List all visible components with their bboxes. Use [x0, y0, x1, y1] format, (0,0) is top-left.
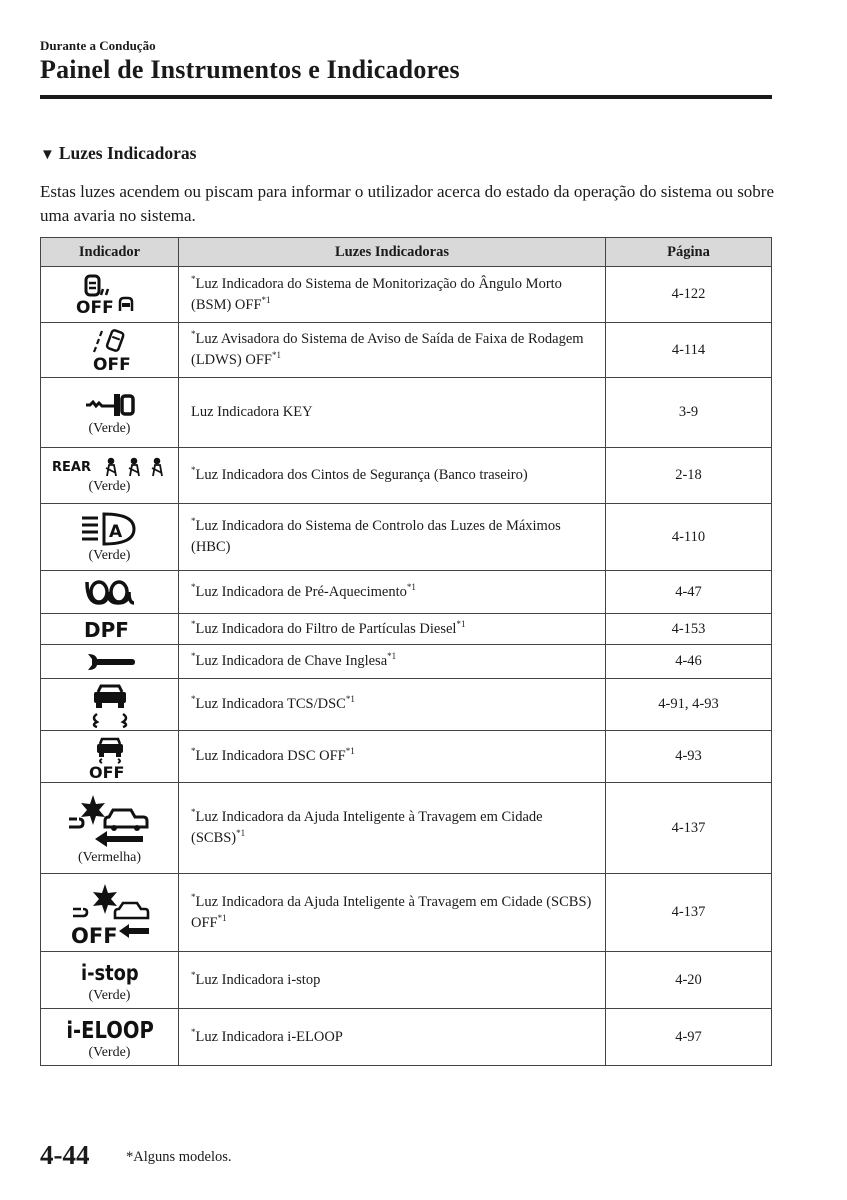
- indicator-description: Luz Indicadora de Pré-Aquecimento: [195, 583, 407, 600]
- indicator-description: Luz Indicadora TCS/DSC: [195, 696, 346, 712]
- indicator-description: Luz Indicadora do Sistema de Monitorização do Ângulo Morto (BSM) OFF: [191, 275, 562, 313]
- indicator-description: Luz Indicadora i-stop: [195, 971, 321, 988]
- dsc-off-icon: [85, 735, 135, 779]
- asterisk-mark: *: [191, 651, 196, 662]
- description-cell: [179, 874, 606, 952]
- subsection-heading: [40, 143, 196, 164]
- asterisk-mark: *: [191, 891, 196, 902]
- page-ref: 4-46: [606, 645, 772, 679]
- table-row: [41, 952, 772, 1009]
- i-eloop-icon: [65, 1014, 155, 1044]
- page-ref: 4-137: [606, 874, 772, 952]
- dpf-icon: [80, 617, 140, 641]
- page-title: Painel de Instrumentos e Indicadores: [40, 55, 460, 84]
- asterisk-mark: *: [191, 807, 196, 818]
- description-cell: [179, 571, 606, 614]
- page-ref: 4-137: [606, 783, 772, 874]
- page-ref: 3-9: [606, 378, 772, 448]
- footnote-ref: *1: [345, 694, 355, 705]
- footnote-ref: *1: [387, 651, 397, 662]
- description-cell: [179, 783, 606, 874]
- page-ref: 4-114: [606, 323, 772, 378]
- asterisk-mark: *: [191, 581, 196, 592]
- rear-label: REAR: [51, 460, 91, 475]
- page-ref: 4-91, 4-93: [606, 679, 772, 731]
- indicator-description: Luz Indicadora KEY: [191, 404, 313, 420]
- svg-text:OFF: OFF: [88, 762, 124, 779]
- table-row: [41, 323, 772, 378]
- indicator-description: Luz Indicadora do Filtro de Partículas Diesel: [195, 620, 457, 637]
- ldws-off-icon: [80, 328, 140, 372]
- asterisk-mark: *: [191, 969, 196, 980]
- indicator-cell: [41, 783, 179, 874]
- indicator-cell: [41, 645, 179, 679]
- asterisk-mark: *: [191, 746, 196, 757]
- indicator-cell: [41, 1009, 179, 1066]
- description-cell: [179, 504, 606, 571]
- indicator-cell: [41, 448, 179, 504]
- title-rule: [40, 95, 772, 99]
- color-caption: (Vermelha): [78, 849, 141, 865]
- description-cell: [179, 614, 606, 645]
- description-cell: [179, 952, 606, 1009]
- footnote: *Alguns modelos.: [126, 1149, 232, 1165]
- intro-paragraph: Estas luzes acendem ou piscam para informar o utilizador acerca do estado da operação do sistema ou sobre uma avaria no sistema.: [40, 182, 775, 225]
- asterisk-mark: *: [191, 273, 196, 284]
- page-ref: 4-20: [606, 952, 772, 1009]
- asterisk-mark: *: [191, 1026, 196, 1037]
- subsection-title: Luzes Indicadoras: [58, 143, 197, 163]
- indicator-cell: [41, 731, 179, 783]
- table-row: [41, 448, 772, 504]
- rear-seatbelt-icon: [50, 456, 170, 478]
- color-caption: (Verde): [88, 987, 131, 1003]
- hbc-icon: [78, 511, 142, 547]
- svg-text:OFF: OFF: [75, 297, 114, 316]
- indicator-description: Luz Indicadora i-ELOOP: [195, 1028, 343, 1045]
- scbs-off-icon: [69, 881, 151, 945]
- table-row: [41, 267, 772, 323]
- indicator-cell: [41, 504, 179, 571]
- glow-plug-icon: [82, 577, 138, 607]
- page-ref: 4-93: [606, 731, 772, 783]
- table-row: [41, 731, 772, 783]
- table-row: [41, 645, 772, 679]
- table-header-row: [41, 238, 772, 267]
- description-cell: [179, 679, 606, 731]
- page-ref: 4-97: [606, 1009, 772, 1066]
- footnote-ref: *1: [236, 828, 246, 839]
- table-row: [41, 378, 772, 448]
- table-row: [41, 614, 772, 645]
- indicator-description: Luz Avisadora do Sistema de Aviso de Saída de Faixa de Rodagem (LDWS) OFF: [191, 331, 584, 368]
- page-ref: 4-47: [606, 571, 772, 614]
- indicator-cell: [41, 378, 179, 448]
- page-ref: 4-122: [606, 267, 772, 323]
- indicator-cell: [41, 679, 179, 731]
- color-caption: (Verde): [88, 1044, 131, 1060]
- i-stop-label: i-stop: [80, 960, 139, 985]
- col-header-page: Página: [606, 238, 772, 267]
- col-header-indicator: Indicador: [41, 238, 179, 267]
- key-icon: [80, 388, 140, 420]
- tcs-dsc-icon: [85, 682, 135, 728]
- color-caption: (Verde): [88, 547, 131, 563]
- indicator-description: Luz Indicadora da Ajuda Inteligente à Travagem em Cidade (SCBS): [191, 809, 543, 846]
- table-row: [41, 504, 772, 571]
- page-ref: 2-18: [606, 448, 772, 504]
- indicator-description: Luz Indicadora de Chave Inglesa: [195, 653, 388, 669]
- description-cell: [179, 731, 606, 783]
- page-number: 4-44: [40, 1140, 90, 1170]
- asterisk-mark: *: [191, 465, 196, 476]
- indicator-description: Luz Indicadora da Ajuda Inteligente à Travagem em Cidade (SCBS) OFF: [191, 893, 592, 931]
- asterisk-mark: *: [191, 516, 196, 527]
- page-ref: 4-110: [606, 504, 772, 571]
- table-row: [41, 679, 772, 731]
- dpf-label: DPF: [83, 618, 129, 641]
- description-cell: [179, 1009, 606, 1066]
- i-eloop-label: i-ELOOP: [65, 1017, 154, 1044]
- indicator-table: [40, 237, 772, 1066]
- asterisk-mark: *: [191, 618, 196, 629]
- table-row: [41, 783, 772, 874]
- footnote-ref: *1: [271, 350, 281, 361]
- table-row: [41, 1009, 772, 1066]
- description-cell: [179, 645, 606, 679]
- bsm-off-icon: [70, 274, 150, 316]
- description-cell: [179, 378, 606, 448]
- footnote-ref: *1: [406, 581, 416, 592]
- scbs-icon: [65, 791, 155, 849]
- description-cell: [179, 267, 606, 323]
- indicator-cell: [41, 874, 179, 952]
- description-cell: [179, 448, 606, 504]
- indicator-cell: [41, 323, 179, 378]
- asterisk-mark: *: [191, 329, 196, 340]
- indicator-description: Luz Indicadora DSC OFF: [195, 748, 346, 764]
- indicator-cell: [41, 952, 179, 1009]
- triangle-marker-icon: ▼: [40, 147, 55, 163]
- footnote-ref: *1: [456, 618, 466, 629]
- footnote-ref: *1: [345, 746, 355, 757]
- indicator-cell: [41, 571, 179, 614]
- col-header-description: Luzes Indicadoras: [179, 238, 606, 267]
- indicator-description: Luz Indicadora dos Cintos de Segurança (Banco traseiro): [195, 467, 528, 483]
- svg-text:OFF: OFF: [70, 923, 118, 945]
- table-row: [41, 571, 772, 614]
- table-row: [41, 874, 772, 952]
- indicator-cell: [41, 614, 179, 645]
- description-cell: [179, 323, 606, 378]
- wrench-icon: [80, 651, 140, 673]
- svg-text:A: A: [108, 521, 122, 542]
- color-caption: (Verde): [88, 421, 131, 436]
- footnote-ref: *1: [217, 912, 227, 923]
- svg-text:OFF: OFF: [92, 355, 131, 372]
- section-label: Durante a Condução: [40, 38, 156, 53]
- indicator-description: Luz Indicadora do Sistema de Controlo das Luzes de Máximos (HBC): [191, 518, 561, 555]
- footnote-ref: *1: [261, 294, 271, 305]
- color-caption: (Verde): [88, 479, 131, 494]
- asterisk-mark: *: [191, 694, 196, 705]
- page-ref: 4-153: [606, 614, 772, 645]
- indicator-cell: [41, 267, 179, 323]
- i-stop-icon: [75, 957, 145, 987]
